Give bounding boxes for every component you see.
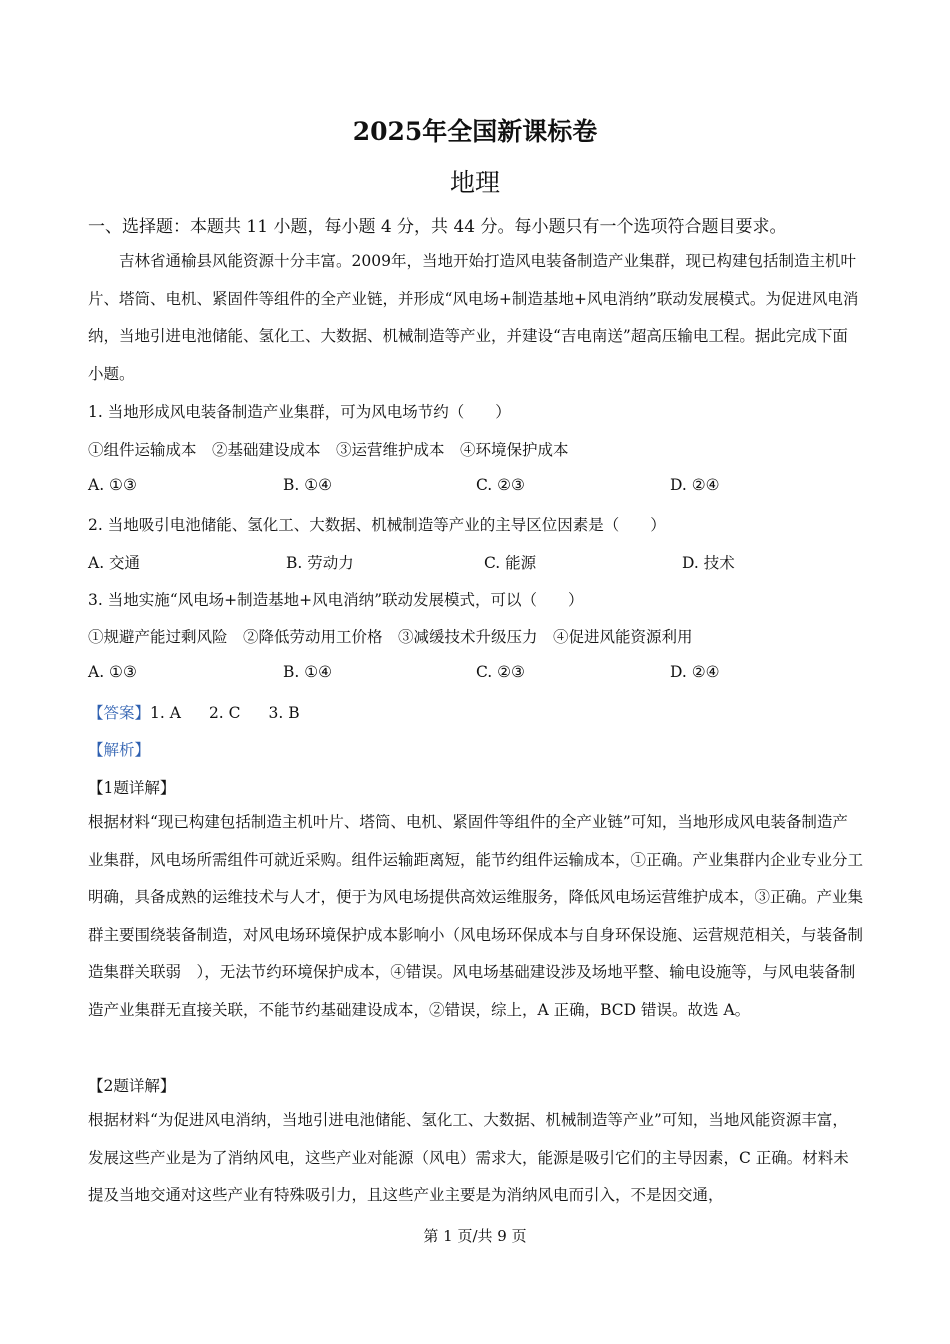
q2-option-a: A. 交通	[88, 554, 141, 572]
q1-stem: 1. 当地形成风电装备制造产业集群，可为风电场节约（ ）	[88, 403, 511, 421]
analysis-label: 【解析】	[88, 741, 151, 759]
answer-2: 2. C	[208, 704, 241, 722]
detail1-label: 【1题详解】	[88, 779, 176, 797]
q1-items: ①组件运输成本 ②基础建设成本 ③运营维护成本 ④环境保护成本	[88, 441, 569, 459]
exam-title: 2025年全国新课标卷	[352, 117, 598, 146]
q3-option-d: D. ②④	[670, 663, 720, 681]
q2-stem: 2. 当地吸引电池储能、氢化工、大数据、机械制造等产业的主导区位因素是（ ）	[88, 516, 666, 534]
answer-3: 3. B	[268, 704, 300, 722]
q1-option-b: B. ①④	[283, 476, 333, 494]
q2-option-b: B. 劳动力	[286, 554, 354, 572]
answer-line	[88, 701, 328, 723]
subject-title: 地理	[449, 168, 500, 197]
section-header: 一、选择题：本题共 11 小题，每小题 4 分，共 44 分。每小题只有一个选项符合题目要求。	[88, 217, 787, 237]
q3-option-a: A. ①③	[88, 663, 137, 681]
material-paragraph: 吉林省通榆县风能资源十分丰富。2009年，当地开始打造风电装备制造产业集群，现已构建包括制造主机叶片、塔筒、电机、紧固件等组件的全产业链，并形成“风电场+制造基地+风电消纳”联动发展模式。为促进风电消纳，当地引进电池储能、氢化工、大数据、机械制造等产业，并建设“吉电南送”超高压输电工程。据此完成下面小题。	[88, 252, 859, 383]
q3-items: ①规避产能过剩风险 ②降低劳动用工价格 ③减缓技术升级压力 ④促进风能资源利用	[88, 628, 693, 646]
page-footer: 第 1 页/共 9 页	[423, 1227, 527, 1245]
detail1-text: 根据材料“现已构建包括制造主机叶片、塔筒、电机、紧固件等组件的全产业链”可知，当地形成风电装备制造产业集群，风电场所需组件可就近采购。组件运输距离短，能节约组件运输成本，①正确。产业集群内企业专业分工明确，具备成熟的运维技术与人才，便于为风电场提供高效运维服务，降低风电场运营维护成本，③正确。产业集群主要围绕装备制造，对风电场环境保护成本影响小（风电场环保成本与自身环保设施、运营规范相关，与装备制造集群关联弱 ），无法节约环境保护成本，④错误。风电场基础建设涉及场地平整、输电设施等，与风电装备制造产业集群无直接关联，不能节约基础建设成本，②错误，综上，A 正确，BCD 错误。故选 A。	[88, 813, 864, 1019]
answer-label: 【答案】	[88, 704, 151, 722]
detail2-text: 根据材料“为促进风电消纳，当地引进电池储能、氢化工、大数据、机械制造等产业”可知，当地风能资源丰富，发展这些产业是为了消纳风电，这些产业对能源（风电）需求大，能源是吸引它们的主导因素，C 正确。材料未提及当地交通对这些产业有特殊吸引力，且这些产业主要是为消纳风电而引入，不是因交通，	[88, 1111, 849, 1204]
answer-1: 1. A	[150, 704, 181, 722]
detail2-label: 【2题详解】	[88, 1077, 176, 1095]
q1-option-c: C. ②③	[476, 476, 525, 494]
q3-stem: 3. 当地实施“风电场+制造基地+风电消纳”联动发展模式，可以（ ）	[88, 591, 584, 609]
q3-option-b: B. ①④	[283, 663, 333, 681]
q1-option-d: D. ②④	[670, 476, 720, 494]
q1-option-a: A. ①③	[88, 476, 137, 494]
q2-option-c: C. 能源	[484, 554, 537, 572]
q3-option-c: C. ②③	[476, 663, 525, 681]
q2-option-d: D. 技术	[682, 554, 735, 572]
